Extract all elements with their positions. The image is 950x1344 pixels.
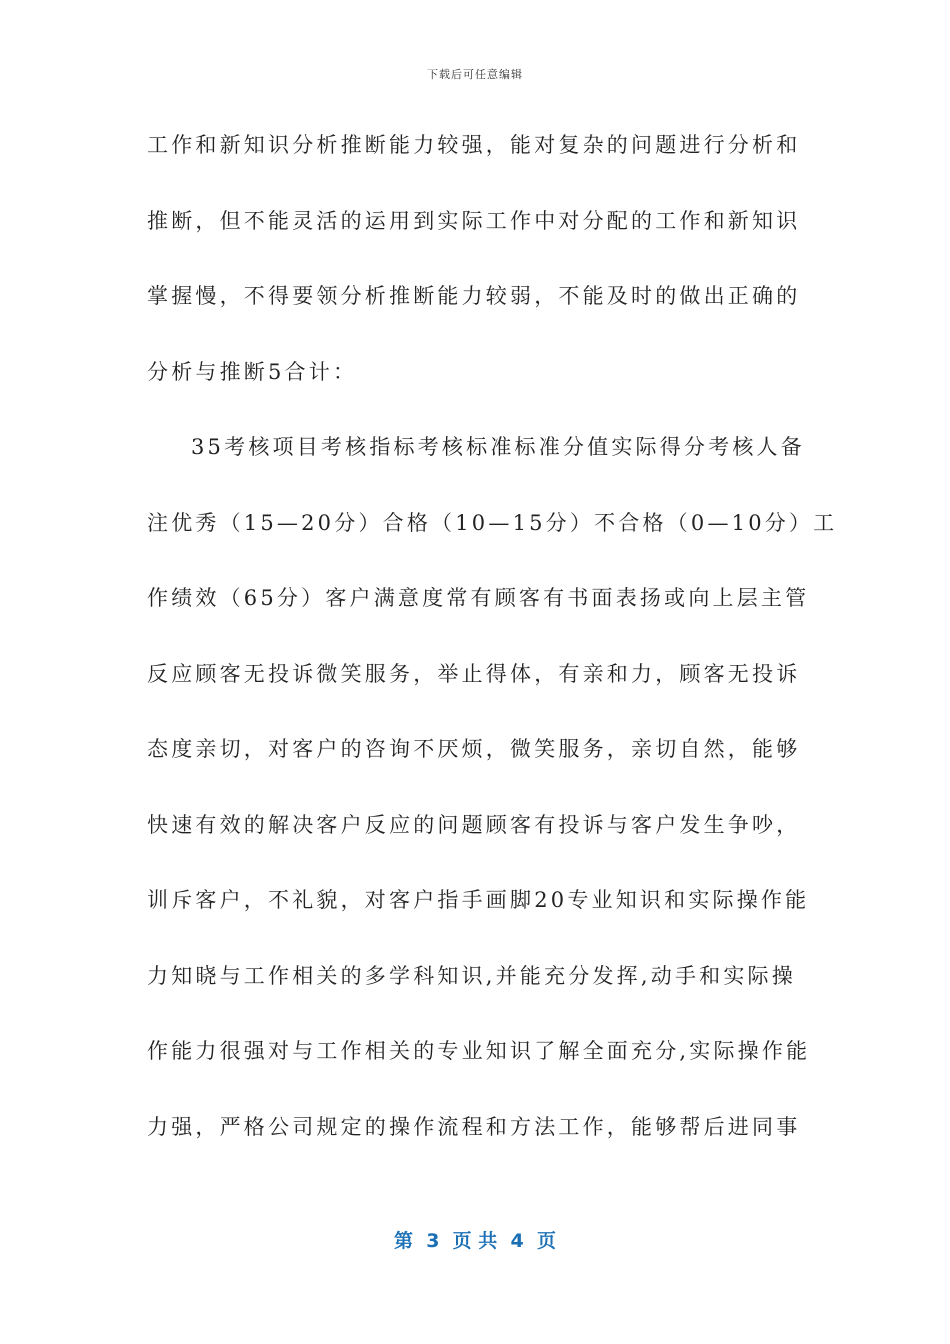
text-line: 训斥客户，不礼貌，对客户指手画脚20专业知识和实际操作能 bbox=[147, 888, 810, 912]
page-number-footer: 第 3 页 共 4 页 bbox=[394, 1230, 556, 1252]
text-line: 作绩效（65分）客户满意度常有顾客有书面表扬或向上层主管 bbox=[147, 586, 810, 610]
page-header-note: 下载后可任意编辑 bbox=[427, 68, 523, 81]
text-line: 分析与推断5合计： bbox=[147, 359, 358, 384]
text-line: 力知晓与工作相关的多学科知识,并能充分发挥,动手和实际操 bbox=[147, 963, 796, 988]
text-line: 力强，严格公司规定的操作流程和方法工作，能够帮后进同事 bbox=[147, 1114, 801, 1139]
text-line: 注优秀（15—20分）合格（10—15分）不合格（0—10分）工 bbox=[147, 510, 838, 535]
text-line: 反应顾客无投诉微笑服务，举止得体，有亲和力，顾客无投诉 bbox=[147, 661, 801, 686]
text-line: 作能力很强对与工作相关的专业知识了解全面充分,实际操作能 bbox=[147, 1039, 811, 1063]
text-line: 掌握慢，不得要领分析推断能力较弱，不能及时的做出正确的 bbox=[147, 284, 801, 308]
text-line: 工作和新知识分析推断能力较强，能对复杂的问题进行分析和 bbox=[147, 133, 801, 157]
document-body bbox=[147, 117, 838, 1174]
text-line: 快速有效的解决客户反应的问题顾客有投诉与客户发生争吵， bbox=[147, 812, 801, 837]
text-line-paragraph-start: 35考核项目考核指标考核标准标准分值实际得分考核人备 bbox=[191, 435, 805, 459]
text-line: 推断，但不能灵活的运用到实际工作中对分配的工作和新知识 bbox=[147, 208, 801, 233]
text-line: 态度亲切，对客户的咨询不厌烦，微笑服务，亲切自然，能够 bbox=[147, 737, 801, 761]
